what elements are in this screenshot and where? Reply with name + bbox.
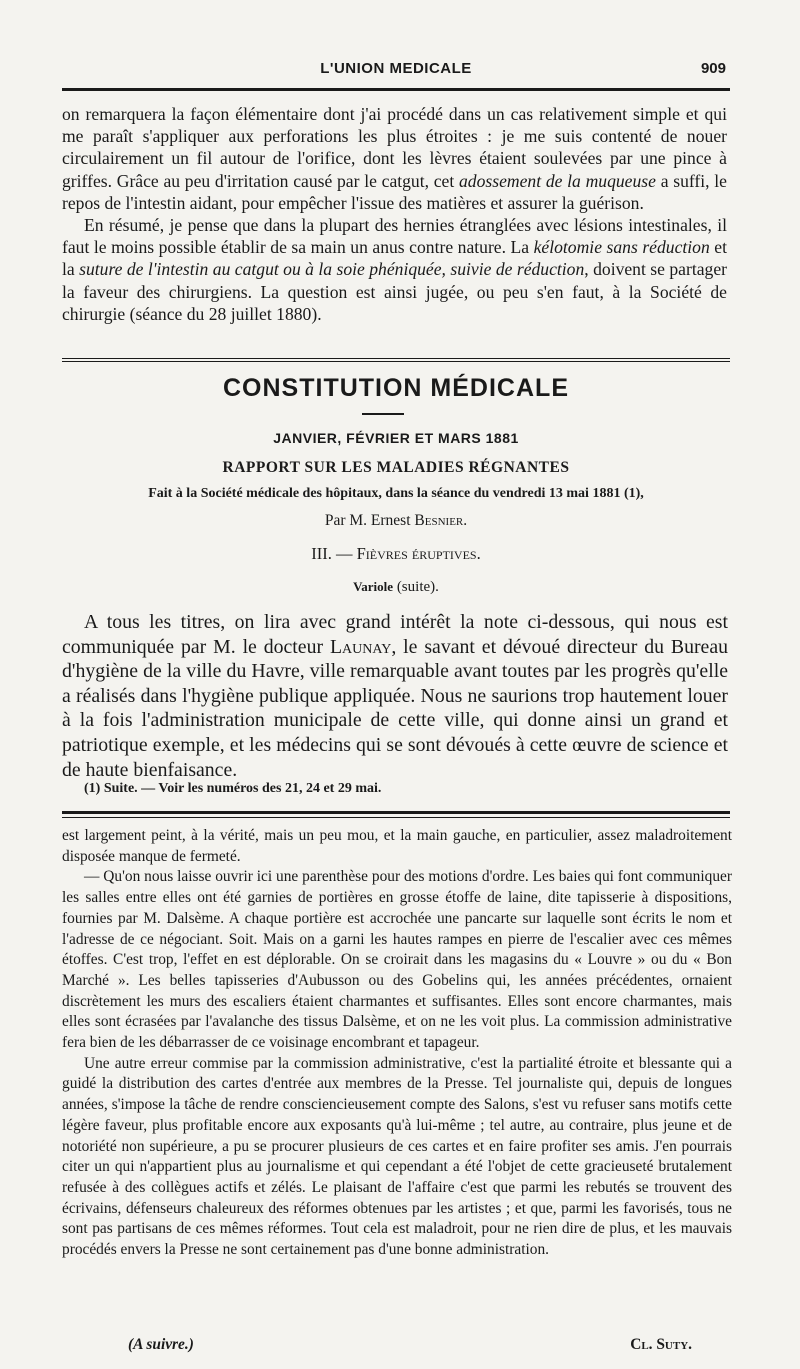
signature: Cl. Suty.: [630, 1336, 692, 1353]
footnote: (1) Suite. — Voir les numéros des 21, 24 et 29 mai.: [84, 781, 382, 796]
section-divider: [62, 358, 730, 359]
paragraph: est largement peint, à la vérité, mais un peu mou, et la main gauche, en particulier, assez maladroitement disposée manque de fermeté.: [62, 827, 732, 865]
author-name: Besnier.: [414, 512, 468, 529]
paragraph: on remarquera la façon élémentaire dont j'ai procédé dans un cas relativement simple et qui me paraît s'appliquer aux perforations les plus étroites : je me suis contenté de nouer circulairement un fil autour de l'orifice, dont les lèvres étaient soulevées par une pince à griffes. Grâce au peu d'irritation causé par le catgut, cet adossement de la muqueuse a suffi, le repos de l'intestin aidant, pour empêcher l'issue des matières et assurer la guérison.: [62, 104, 727, 213]
section-divider: [62, 361, 730, 362]
society-note: Fait à la Société médicale des hôpitaux, dans la séance du vendredi 13 mai 1881 (1),: [148, 486, 644, 501]
salon-review: [62, 826, 732, 1261]
column-divider: [62, 811, 730, 814]
running-header: [62, 58, 730, 84]
header-rule: [62, 88, 730, 91]
section-title: CONSTITUTION MÉDICALE: [223, 374, 569, 402]
report-heading: RAPPORT SUR LES MALADIES RÉGNANTES: [222, 459, 570, 476]
paragraph: En résumé, je pense que dans la plupart des hernies étranglées avec lésions intestinales, il faut le moins possible établir de sa main un anus contre nature. La kélotomie sans réduction et la suture de l'intestin au catgut ou à la soie phéniquée, suivie de réduction, doivent se partager la faveur des chirurgiens. La question est ainsi jugée, ou peu s'en faut, à la Société de chirurgie (séance du 28 juillet 1880).: [62, 215, 727, 324]
intro-paragraph: [62, 610, 728, 782]
paragraph: A tous les titres, on lira avec grand intérêt la note ci-dessous, qui nous est communiquée par M. le docteur Launay, le savant et dévoué directeur du Bureau d'hygiène de la ville du Havre, ville remarquable avant toutes par les progrès qu'elle a réalisés dans l'hygiène publique appliquée. Nous ne saurions trop hautement louer à la fois l'administration municipale de cette ville, qui donne ainsi un grand et patriotique exemple, et les médecins qui se sont dévoués à cette œuvre de science et de haute bienfaisance.: [62, 611, 728, 781]
person-name: Launay: [329, 635, 392, 658]
paragraph: — Qu'on nous laisse ouvrir ici une parenthèse pour des motions d'ordre. Les baies qui font communiquer les salles entre elles ont été garnies de portières en grosse étoffe de laine, dite tapisserie à dispositions, fournies par M. Dalsème. A chaque portière est accrochée une pancarte sur laquelle sont écrits le nom et l'adresse de ce négociant. Soit. Mais on a garni les hautes rampes en pierre de l'escalier avec ces mêmes étoffes. C'est trop, l'effet en est déplorable. On se croirait dans les magasins du « Louvre » ou du « Bon Marché ». Les belles tapisseries d'Aubusson ou des Gobelins qui, les années précédentes, ornaient discrètement les murs des escaliers étaient charmantes et suffisantes. Elles sont encore charmantes, mais elles sont écrasées par l'avalanche des tissus Dalsème, et on ne les voit plus. La commission administrative fera bien de les débarrasser de ce voisinage encombrant et tapageur.: [62, 868, 732, 1052]
journal-title: L'UNION MEDICALE: [320, 60, 472, 77]
part-heading: III. — Fièvres éruptives.: [311, 544, 481, 563]
byline: Par M. Ernest Besnier.: [324, 512, 468, 529]
subsection-heading: Variole (suite).: [353, 579, 439, 595]
page-number: 909: [700, 60, 726, 77]
period-heading: JANVIER, FÉVRIER ET MARS 1881: [273, 430, 519, 446]
paragraph: Une autre erreur commise par la commission administrative, c'est la partialité étroite et blessante qui a guidé la distribution des cartes d'entrée aux membres de la Presse. Tel journaliste qui, depuis de longues années, s'impose la tâche de rendre consciencieusement compte des Salons, s'est vu refuser sans motifs cette légère faveur, plus profitable encore aux exposants qu'à lui-même ; tel autre, au contraire, plus jeune et de notoriété non supérieure, a pu se procurer plusieurs de ces cartes et en faire profiter ses amis. J'en pourrais citer un qui n'appartient plus au journalisme et qui cependant a été l'objet de cette gracieuseté brutalement refusée à des collègues actifs et zélés. Le plaisant de l'affaire c'est que parmi les rebutés se trouvent des écrivains, défenseurs chaleureux des réformes obtenues par les artistes ; et que, parmi les favorisés, tous ne sont pas partisans de ces mêmes réformes. Tout cela est maladroit, pour ne rien dire de plus, et les mauvais procédés envers la Presse ne sont certainement pas d'une bonne administration.: [62, 1054, 732, 1259]
surgery-article-conclusion: [62, 103, 727, 325]
to-be-continued: (A suivre.): [128, 1336, 194, 1353]
column-divider: [62, 817, 730, 818]
title-underline: [362, 413, 404, 415]
article-footer: [62, 1336, 732, 1358]
